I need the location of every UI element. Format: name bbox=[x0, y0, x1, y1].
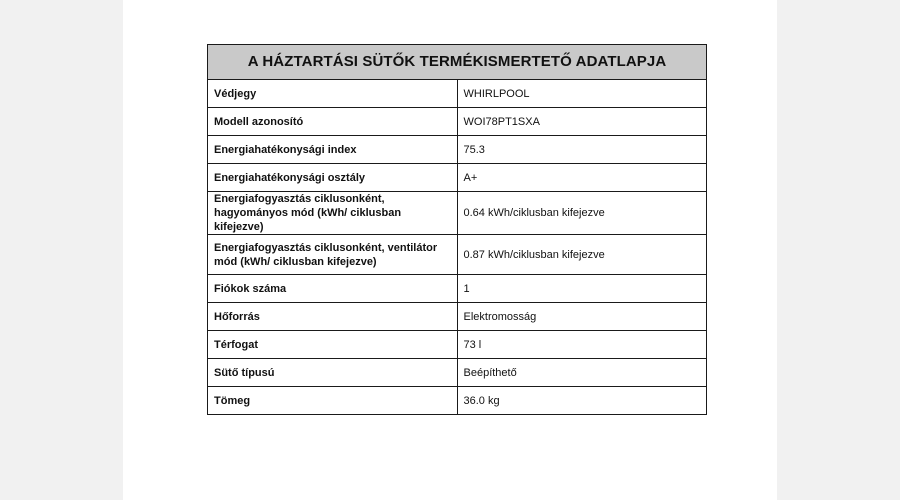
row-label-efficiency-class: Energiahatékonysági osztály bbox=[208, 164, 458, 192]
row-value-trademark: WHIRLPOOL bbox=[457, 80, 707, 108]
table-row bbox=[208, 359, 707, 387]
row-label-weight: Tömeg bbox=[208, 387, 458, 415]
table-row bbox=[208, 275, 707, 303]
row-value-efficiency-class: A+ bbox=[457, 164, 707, 192]
row-value-efficiency-index: 75.3 bbox=[457, 136, 707, 164]
table-row bbox=[208, 331, 707, 359]
row-label-heat-source: Hőforrás bbox=[208, 303, 458, 331]
row-value-cavities: 1 bbox=[457, 275, 707, 303]
table-row bbox=[208, 235, 707, 275]
row-label-consumption-fan: Energiafogyasztás ciklusonként, ventilátor mód (kWh/ ciklusban kifejezve) bbox=[208, 235, 458, 275]
row-label-model: Modell azonosító bbox=[208, 108, 458, 136]
row-value-model: WOI78PT1SXA bbox=[457, 108, 707, 136]
table-title: A HÁZTARTÁSI SÜTŐK TERMÉKISMERTETŐ ADATLAPJA bbox=[208, 45, 707, 80]
row-label-oven-type: Sütő típusú bbox=[208, 359, 458, 387]
table-row bbox=[208, 136, 707, 164]
row-label-cavities: Fiókok száma bbox=[208, 275, 458, 303]
row-value-oven-type: Beépíthető bbox=[457, 359, 707, 387]
row-value-weight: 36.0 kg bbox=[457, 387, 707, 415]
table-row bbox=[208, 164, 707, 192]
table-row bbox=[208, 192, 707, 235]
row-value-heat-source: Elektromosság bbox=[457, 303, 707, 331]
row-value-consumption-fan: 0.87 kWh/ciklusban kifejezve bbox=[457, 235, 707, 275]
row-label-consumption-conventional: Energiafogyasztás ciklusonként, hagyományos mód (kWh/ ciklusban kifejezve) bbox=[208, 192, 458, 235]
table-row bbox=[208, 80, 707, 108]
product-fiche-table bbox=[207, 44, 707, 415]
row-label-efficiency-index: Energiahatékonysági index bbox=[208, 136, 458, 164]
table-row bbox=[208, 108, 707, 136]
row-label-volume: Térfogat bbox=[208, 331, 458, 359]
row-label-trademark: Védjegy bbox=[208, 80, 458, 108]
table-header-row bbox=[208, 45, 707, 80]
table-row bbox=[208, 303, 707, 331]
table-row bbox=[208, 387, 707, 415]
row-value-volume: 73 l bbox=[457, 331, 707, 359]
row-value-consumption-conventional: 0.64 kWh/ciklusban kifejezve bbox=[457, 192, 707, 235]
